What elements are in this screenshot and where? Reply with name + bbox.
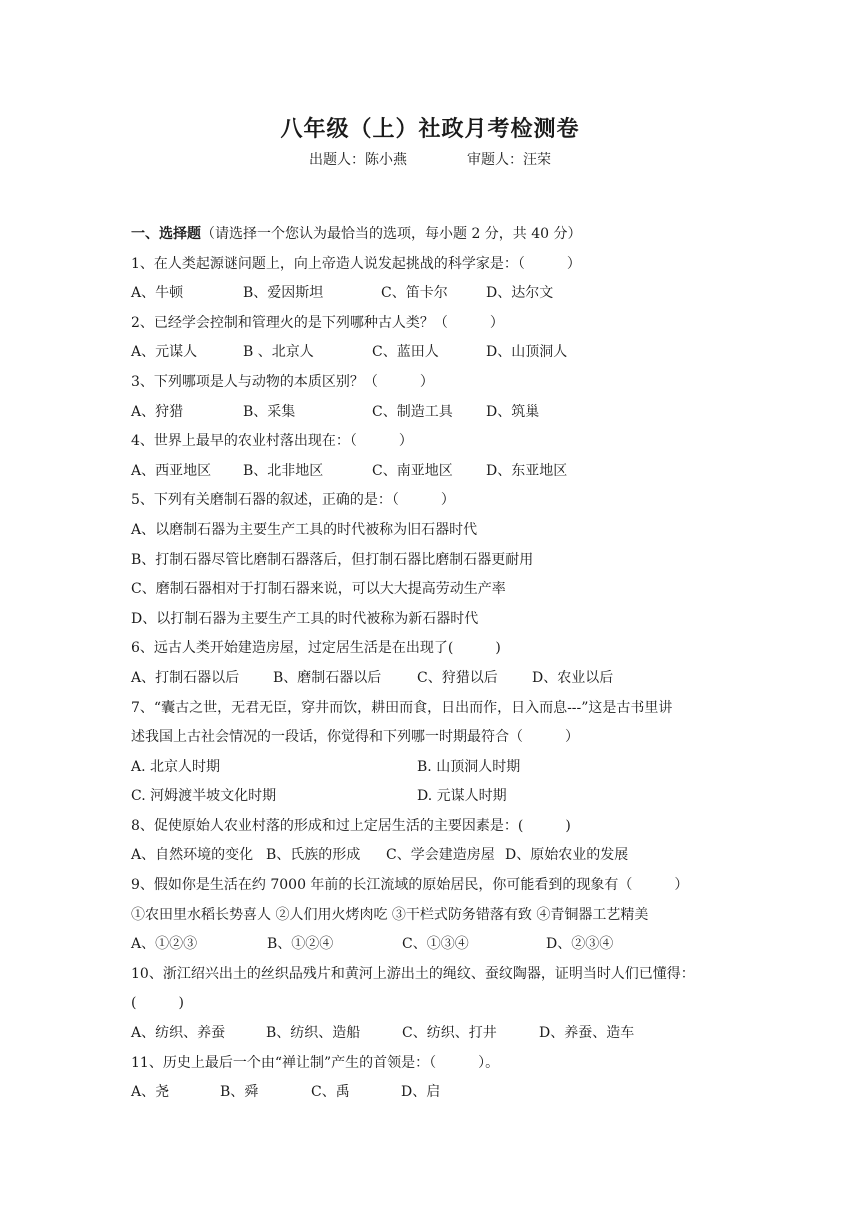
exam-authors bbox=[0, 149, 860, 169]
section-note: （请选择一个您认为最恰当的选项，每小题 2 分，共 40 分） bbox=[201, 226, 582, 242]
question-stem: 7、“囊古之世，无君无臣，穿井而饮，耕田而食，日出而作，日入而息---”这是古书里讲 bbox=[131, 699, 673, 716]
option-row bbox=[131, 782, 741, 812]
option-b: B. 山顶洞人时期 bbox=[417, 758, 521, 775]
option-d: D、原始农业的发展 bbox=[505, 847, 629, 864]
option-a: A、①②③ bbox=[131, 936, 198, 953]
option-c: C、磨制石器相对于打制石器来说，可以大大提高劳动生产率 bbox=[131, 581, 506, 598]
option-a: A、西亚地区 bbox=[131, 462, 212, 479]
option-c: C、制造工具 bbox=[372, 403, 453, 420]
option-a: A、以磨制石器为主要生产工具的时代被称为旧石器时代 bbox=[131, 521, 478, 538]
option-c: C、狩猎以后 bbox=[417, 669, 498, 686]
option-row bbox=[131, 1019, 741, 1049]
option-a: A、打制石器以后 bbox=[131, 669, 240, 686]
option-c: C、蓝田人 bbox=[372, 344, 439, 361]
question-stem: 10、浙江绍兴出土的丝织品残片和黄河上游出土的绳纹、蚕纹陶器，证明当时人们已懂得： bbox=[131, 965, 695, 982]
question-stem: 6、远古人类开始建造房屋，过定居生活是在出现了( ) bbox=[131, 640, 501, 657]
option-row bbox=[131, 753, 741, 783]
option-d: D、启 bbox=[401, 1084, 441, 1101]
question-stem: 9、假如你是生活在约 7000 年前的长江流域的原始居民，你可能看到的现象有（ ） bbox=[131, 877, 689, 894]
question-stem: 11、历史上最后一个由“禅让制”产生的首领是：（ ）。 bbox=[131, 1054, 500, 1071]
option-a: A、元谋人 bbox=[131, 344, 198, 361]
section-heading bbox=[131, 220, 741, 250]
option-row bbox=[131, 457, 741, 487]
option-row bbox=[131, 664, 741, 694]
option-row bbox=[131, 279, 741, 309]
option-a: A、狩猎 bbox=[131, 403, 184, 420]
option-row bbox=[131, 1078, 741, 1108]
option-d: D. 元谋人时期 bbox=[417, 788, 507, 805]
question-stem: 3、下列哪项是人与动物的本质区别？（ ） bbox=[131, 373, 434, 390]
option-d: D、②③④ bbox=[546, 936, 614, 953]
question-stem-continued: 述我国上古社会情况的一段话，你觉得和下列哪一时期最符合（ ） bbox=[131, 729, 579, 746]
option-a: A. 北京人时期 bbox=[131, 758, 221, 775]
option-b: B、纺织、造船 bbox=[266, 1025, 361, 1042]
option-b: B、北非地区 bbox=[243, 462, 324, 479]
option-c: C、笛卡尔 bbox=[381, 285, 448, 302]
option-a: A、牛顿 bbox=[131, 285, 184, 302]
option-b: B、爱因斯坦 bbox=[243, 285, 324, 302]
section-title: 一、选择题 bbox=[131, 226, 201, 242]
option-d: D、农业以后 bbox=[532, 669, 614, 686]
question-reviewer: 审题人：汪荣 bbox=[467, 152, 551, 168]
question-stem: 5、下列有关磨制石器的叙述，正确的是：（ ） bbox=[131, 492, 455, 509]
option-b: B、磨制石器以后 bbox=[273, 669, 382, 686]
question-stem: 2、已经学会控制和管理火的是下列哪种古人类？（ ） bbox=[131, 314, 504, 331]
option-d: D、东亚地区 bbox=[486, 462, 568, 479]
option-b: B、采集 bbox=[243, 403, 296, 420]
option-b: B、打制石器尽管比磨制石器落后，但打制石器比磨制石器更耐用 bbox=[131, 551, 534, 568]
option-row bbox=[131, 930, 741, 960]
option-b: B、①②④ bbox=[267, 936, 334, 953]
question-stem: 8、促使原始人农业村落的形成和过上定居生活的主要因素是：( ) bbox=[131, 817, 571, 834]
option-c: C、学会建造房屋 bbox=[386, 847, 495, 864]
option-d: D、达尔文 bbox=[486, 285, 554, 302]
option-a: A、纺织、养蚕 bbox=[131, 1025, 226, 1042]
option-d: D、养蚕、造车 bbox=[539, 1025, 635, 1042]
option-b: B、舜 bbox=[220, 1084, 259, 1101]
option-c: C、纺织、打井 bbox=[402, 1025, 497, 1042]
option-c: C、禹 bbox=[311, 1084, 350, 1101]
option-d: D、筑巢 bbox=[486, 403, 540, 420]
option-d: D、山顶洞人 bbox=[486, 344, 568, 361]
option-c: C、南亚地区 bbox=[372, 462, 453, 479]
option-b: B、氏族的形成 bbox=[266, 847, 361, 864]
question-stem-continued: ( ) bbox=[131, 995, 184, 1012]
exam-title: 八年级（上）社政月考检测卷 bbox=[280, 116, 580, 142]
statement-list: ①农田里水稻长势喜人 ②人们用火烤肉吃 ③干栏式防务错落有致 ④青铜器工艺精美 bbox=[131, 906, 649, 923]
question-setter: 出题人：陈小燕 bbox=[309, 152, 407, 168]
option-row bbox=[131, 398, 741, 428]
option-a: A、尧 bbox=[131, 1084, 170, 1101]
exam-content bbox=[131, 220, 741, 1108]
question-stem: 1、在人类起源谜问题上，向上帝造人说发起挑战的科学家是：（ ） bbox=[131, 255, 581, 272]
option-a: A、自然环境的变化 bbox=[131, 847, 254, 864]
option-d: D、以打制石器为主要生产工具的时代被称为新石器时代 bbox=[131, 610, 479, 627]
option-row bbox=[131, 841, 741, 871]
question-stem: 4、世界上最早的农业村落出现在：（ ） bbox=[131, 433, 413, 450]
option-c: C、①③④ bbox=[402, 936, 469, 953]
option-b: B 、北京人 bbox=[243, 344, 314, 361]
option-c: C. 河姆渡半坡文化时期 bbox=[131, 788, 277, 805]
option-row bbox=[131, 338, 741, 368]
